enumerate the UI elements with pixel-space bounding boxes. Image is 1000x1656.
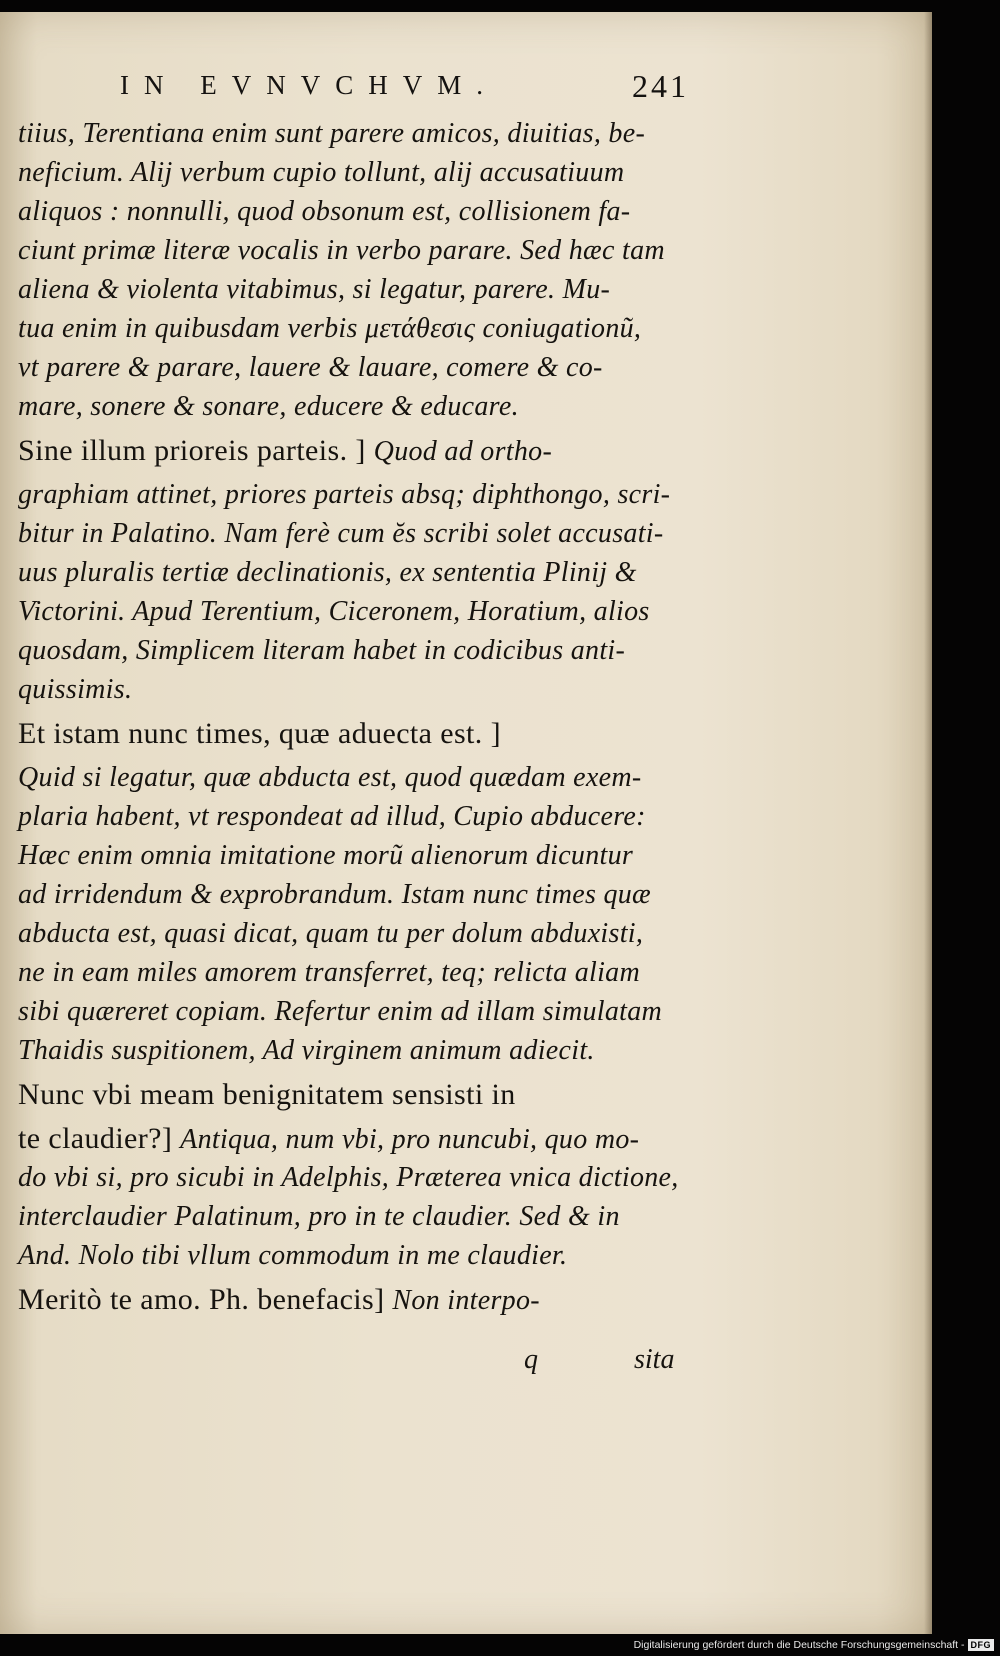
commentary-segment: interclaudier Palatinum, pro in te claudier. Sed & in — [18, 1201, 620, 1232]
commentary-segment: abducta est, quasi dicat, quam tu per dolum abduxisti, — [18, 918, 644, 949]
commentary-segment: aliena & violenta vitabimus, si legatur, parere. Mu- — [18, 274, 611, 305]
commentary-segment: mare, sonere & sonare, educere & educare. — [18, 391, 519, 422]
book-page — [0, 12, 932, 1634]
text-line — [18, 426, 722, 475]
lemma-text: Et istam nunc times, quæ aduecta est. ] — [18, 717, 501, 750]
commentary-segment: graphiam attinet, priores parteis absq; diphthongo, scri- — [18, 479, 671, 510]
commentary-segment: And. Nolo tibi vllum commodum in me claudier. — [18, 1240, 568, 1271]
commentary-segment: Non interpo- — [392, 1285, 540, 1316]
text-line — [18, 387, 722, 426]
text-line — [18, 1197, 722, 1236]
commentary-segment: Quod ad ortho- — [373, 436, 553, 467]
text-line — [18, 192, 722, 231]
text-line — [18, 153, 722, 192]
commentary-segment: tiius, Terentiana enim sunt parere amicos, diuitias, be- — [18, 118, 646, 149]
footer-credit: Digitalisierung gefördert durch die Deutsche Forschungsgemeinschaft - — [633, 1639, 965, 1651]
commentary-segment: Victorini. Apud Terentium, Ciceronem, Horatium, alios — [18, 596, 650, 627]
commentary-segment: Antiqua, num vbi, pro nuncubi, quo mo- — [180, 1124, 640, 1155]
dfg-logo: DFG — [968, 1639, 995, 1651]
text-line — [18, 1070, 722, 1119]
text-line — [18, 231, 722, 270]
text-line — [18, 631, 722, 670]
text-line — [18, 514, 722, 553]
text-line — [18, 797, 722, 836]
commentary-segment: Hæc enim omnia imitatione morũ alienorum dicuntur — [18, 840, 634, 871]
signature-mark: q — [524, 1344, 538, 1375]
commentary-segment: tua enim in quibusdam verbis μετάθεσις coniugationũ, — [18, 313, 642, 344]
commentary-segment: sibi quæreret copiam. Refertur enim ad illam simulatam — [18, 996, 663, 1027]
text-line — [18, 592, 722, 631]
page-number: 241 — [632, 68, 689, 104]
text-line — [18, 953, 722, 992]
commentary-segment: ad irridendum & exprobrandum. Istam nunc times quæ — [18, 879, 652, 910]
commentary-segment: Thaidis suspitionem, Ad virginem animum adiecit. — [18, 1035, 595, 1066]
text-line — [18, 1236, 722, 1275]
lemma-text: Nunc vbi meam benignitatem sensisti in — [18, 1078, 516, 1111]
commentary-segment: vt parere & parare, lauere & lauare, comere & co- — [18, 352, 603, 383]
text-line — [18, 553, 722, 592]
commentary-segment: ciunt primæ literæ vocalis in verbo parare. Sed hæc tam — [18, 235, 665, 266]
commentary-segment: ne in eam miles amorem transferret, teq; relicta aliam — [18, 957, 640, 988]
lemma-text: Meritò te amo. Ph. benefacis] — [18, 1283, 393, 1316]
text-line — [18, 709, 722, 758]
text-line — [18, 270, 722, 309]
lemma-text: te claudier?] — [18, 1122, 181, 1155]
text-line — [18, 992, 722, 1031]
commentary-text — [18, 114, 722, 1324]
commentary-segment: quosdam, Simplicem literam habet in codicibus anti- — [18, 635, 626, 666]
commentary-segment: quissimis. — [18, 674, 133, 705]
commentary-segment: aliquos : nonnulli, quod obsonum est, collisionem fa- — [18, 196, 631, 227]
digitization-footer — [634, 1637, 994, 1653]
running-title: IN EVNVCHVM. — [120, 70, 498, 100]
text-line — [18, 1275, 722, 1324]
text-line — [18, 1031, 722, 1070]
text-line — [18, 836, 722, 875]
text-line — [18, 875, 722, 914]
commentary-segment: neficium. Alij verbum cupio tollunt, alij accusatiuum — [18, 157, 625, 188]
lemma-text: Sine illum prioreis parteis. ] — [18, 434, 374, 467]
text-line — [18, 114, 722, 153]
commentary-segment: bitur in Palatino. Nam ferè cum ĕs scribi solet accusati- — [18, 518, 664, 549]
catchword: sita — [634, 1344, 675, 1375]
catchline — [0, 1344, 720, 1384]
text-line — [18, 914, 722, 953]
text-line — [18, 758, 722, 797]
text-line — [18, 309, 722, 348]
text-line — [18, 1119, 722, 1158]
text-line — [18, 670, 722, 709]
commentary-segment: Quid si legatur, quæ abducta est, quod quædam exem- — [18, 762, 642, 793]
text-line — [18, 475, 722, 514]
text-line — [18, 348, 722, 387]
commentary-segment: do vbi si, pro sicubi in Adelphis, Præterea vnica dictione, — [18, 1162, 679, 1193]
page-edge-shadow — [924, 12, 932, 1634]
commentary-segment: uus pluralis tertiæ declinationis, ex sententia Plinij & — [18, 557, 637, 588]
text-line — [18, 1158, 722, 1197]
commentary-segment: plaria habent, vt respondeat ad illud, Cupio abducere: — [18, 801, 646, 832]
